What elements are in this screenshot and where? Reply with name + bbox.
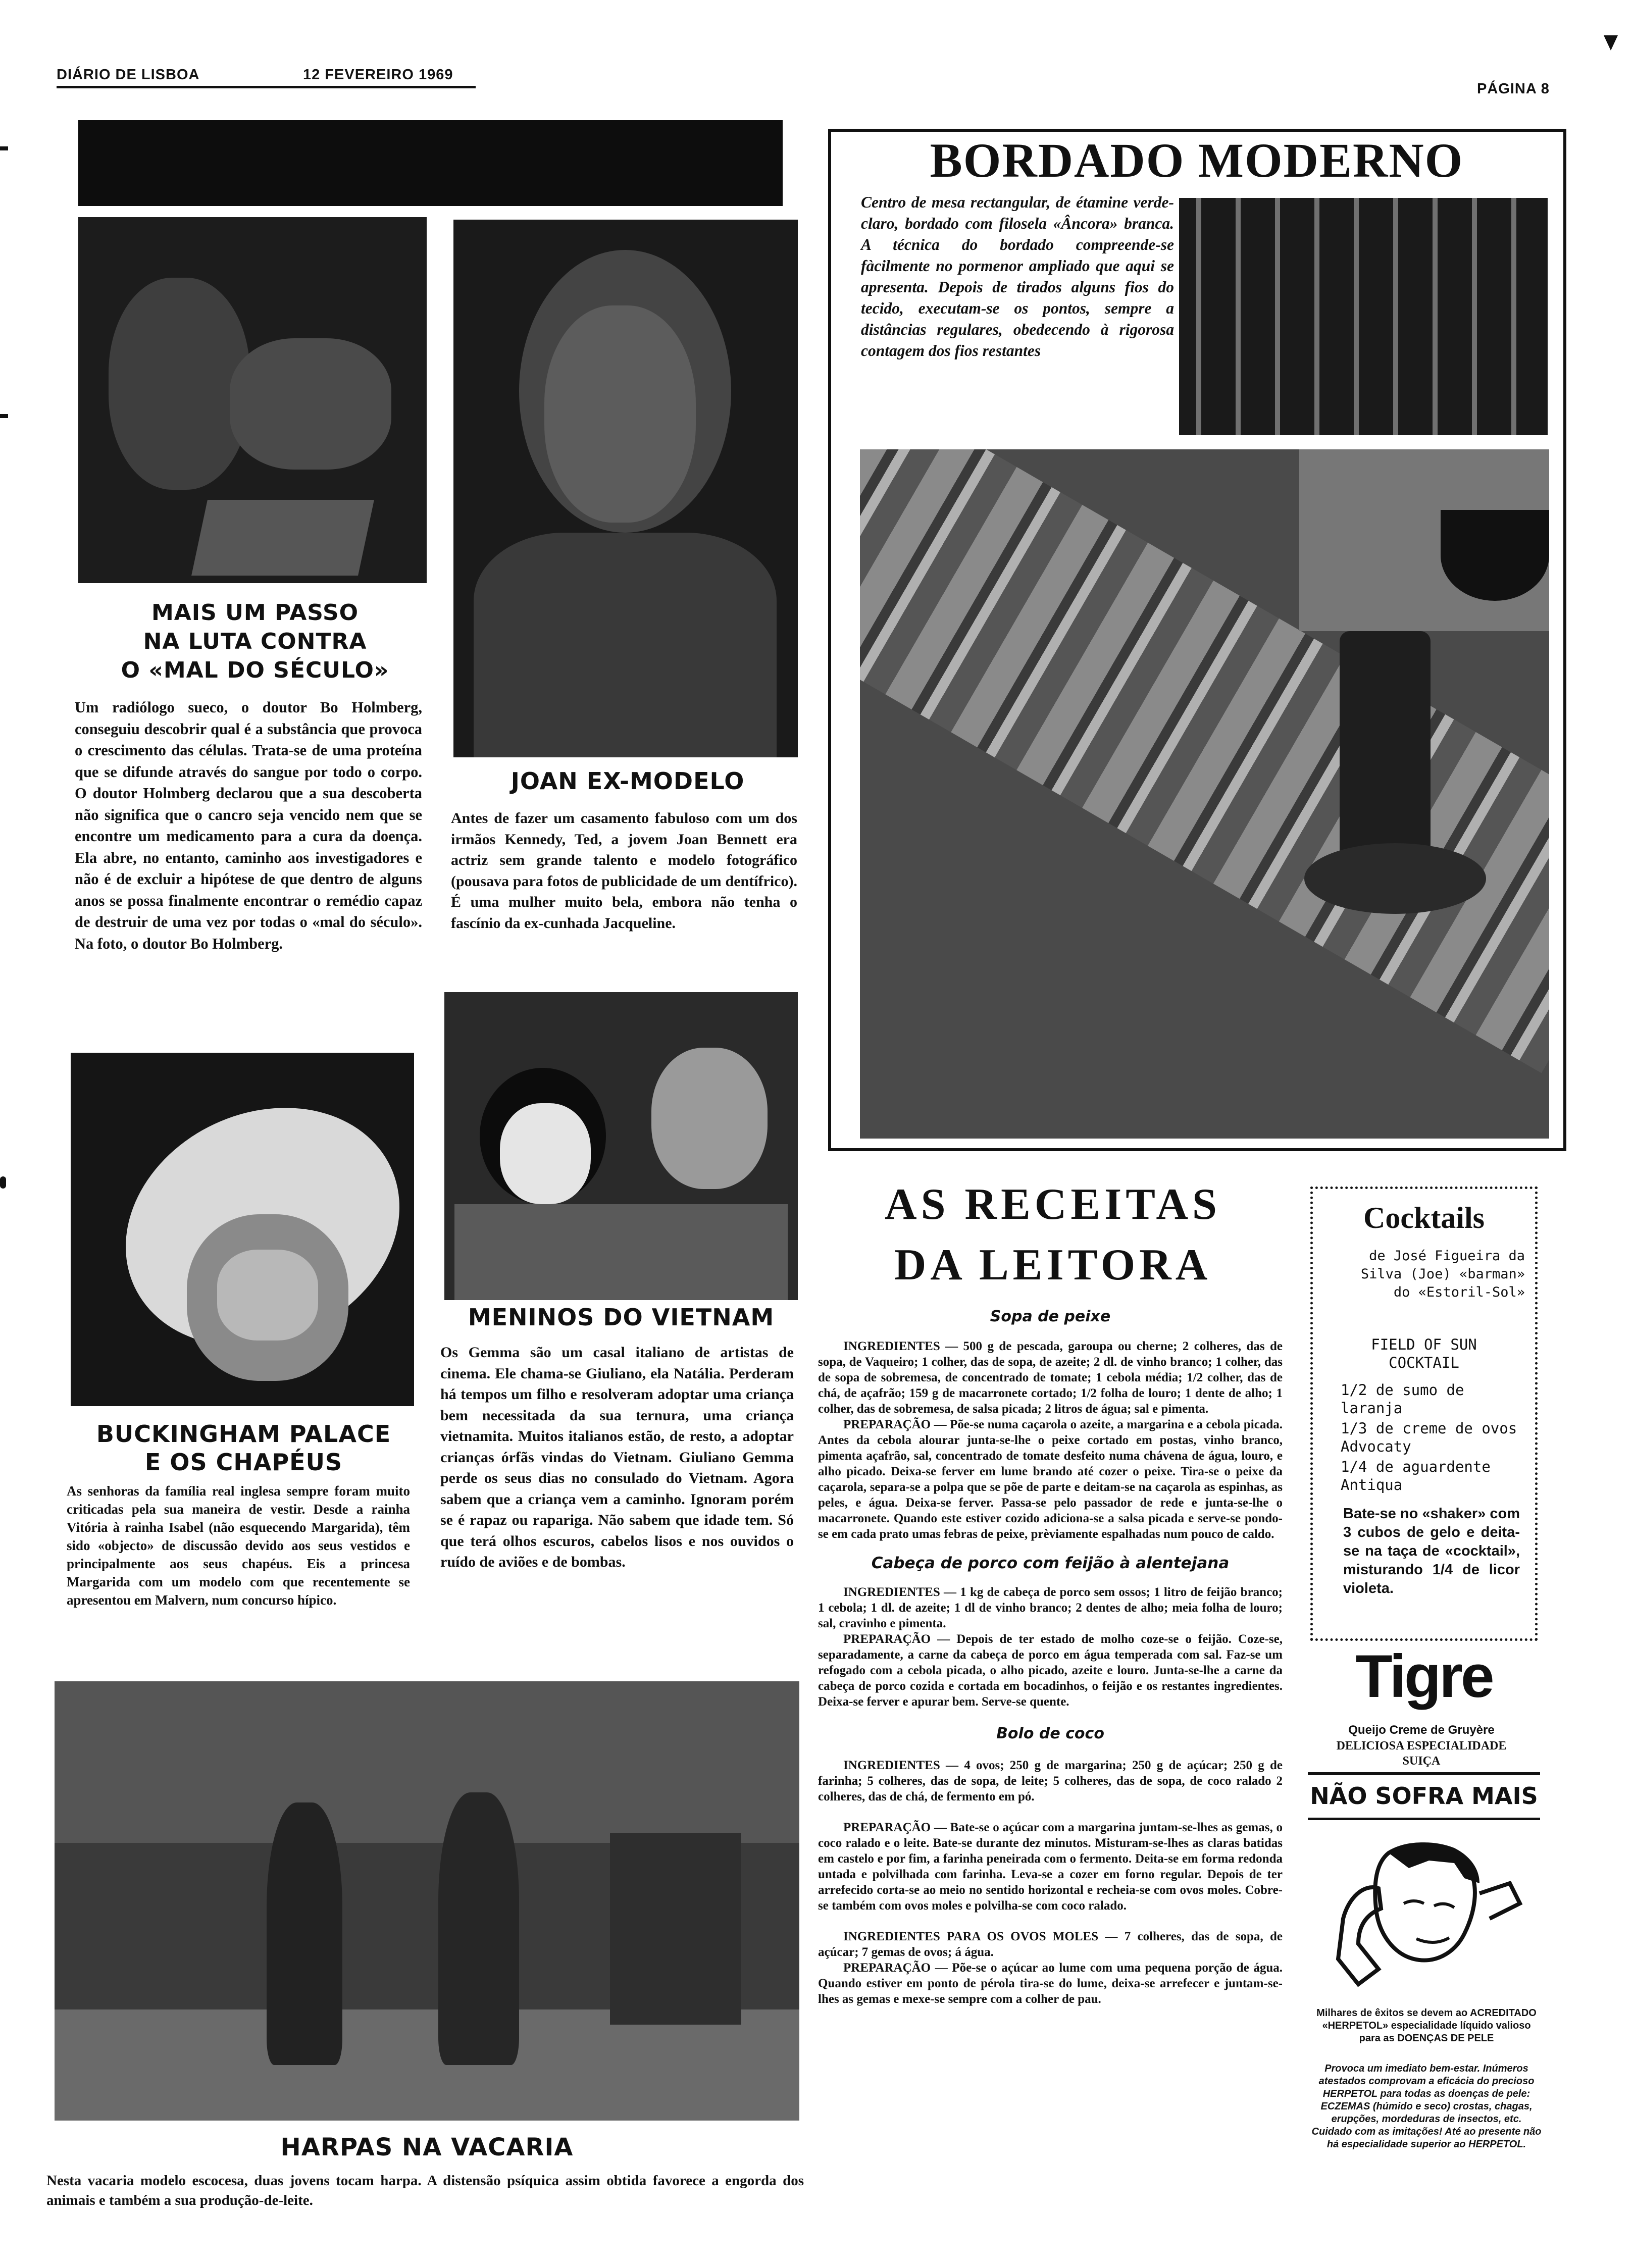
recipe-cabeca-title: Cabeça de porco com feijão à alentejana bbox=[871, 1554, 1230, 1572]
issue-date: 12 FEVEREIRO 1969 bbox=[303, 67, 453, 83]
herpetol-text-2: Provoca um imediato bem-estar. Inúmeros atestados comprovam a eficácia do precioso HERPETOL para todas as doenças de pele: ECZEMAS (húmido e seco) crostas, chagas, erupções, mordeduras de insectos, etc. Cuidado com as imitações! Até ao presente não há especialidade superior ao HERPETOL. bbox=[1311, 2063, 1542, 2150]
recipe-sopa-ingredients: INGREDIENTES — 500 g de pescada, garoupa ou cherne; 2 colheres, das de sopa, de Vaqueiro; 1 colher, das de sopa, de azeite; 2 dl. de vinho branco; 1 colher, das de sopa de sobremesa, de concentrado de tomate; 1 cebola média; 1/2 colher, das de chá, de açafrão; 159 g de macarronete cortado; 1/2 folha de louro; 1 dente de alho; 1 colher, das de sobremesa, de salsa picada; 2 litros de água; sal e pimenta. bbox=[818, 1339, 1283, 1416]
article-harpas: Nesta vacaria modelo escocesa, duas jovens tocam harpa. A distensão psíquica assim obtida favorece a engorda dos animais e também a sua produção-de-leite. bbox=[46, 2173, 804, 2208]
cocktail-item: 1/2 de sumo de laranja bbox=[1341, 1381, 1464, 1417]
headline-vietnam: MENINOS DO VIETNAM bbox=[468, 1304, 775, 1331]
cocktails-title: Cocktails bbox=[1363, 1201, 1485, 1234]
cocktail-name: FIELD OF SUN COCKTAIL bbox=[1371, 1336, 1477, 1371]
tigre-logo: Tigre bbox=[1355, 1642, 1493, 1710]
photo-harps-dairy bbox=[55, 1681, 799, 2121]
ad-separator bbox=[1308, 1772, 1540, 1775]
scratching-man-illustration bbox=[1328, 1838, 1530, 1989]
cocktail-item: 1/3 de creme de ovos Advocaty bbox=[1341, 1420, 1517, 1455]
recipe-column bbox=[818, 1308, 1283, 2007]
edge-mark bbox=[1604, 35, 1618, 50]
edge-mark bbox=[0, 1176, 6, 1189]
recipe-ovos-ingredients: INGREDIENTES PARA OS OVOS MOLES — 7 colheres, das de sopa, de açúcar; 7 gemas de ovos; á água. bbox=[818, 1930, 1283, 1959]
recipe-sopa-title: Sopa de peixe bbox=[990, 1308, 1111, 1325]
newspaper-name: DIÁRIO DE LISBOA bbox=[57, 67, 200, 83]
photo-bo-holmberg bbox=[78, 217, 427, 583]
edge-mark bbox=[0, 146, 8, 150]
article-joan: Antes de fazer um casamento fabuloso com um dos irmãos Kennedy, Ted, a jovem Joan Bennett era actriz sem grande talento e modelo fotográfico (pousava para fotos de publicidade de um dentífrico). É uma mulher muito bela, embora não tenha o fascínio da ex-cunhada Jacqueline. bbox=[451, 810, 797, 932]
photo-embroidery-detail bbox=[1179, 198, 1548, 435]
headline-harpas: HARPAS NA VACARIA bbox=[280, 2133, 574, 2161]
recipe-bolo-preparation: PREPARAÇÃO — Bate-se o açúcar com a margarina juntam-se-lhes as gemas, o coco ralado e o leite. Bate-se durante dez minutos. Misturam-se-lhes as claras batidas em castelo e por fim, a farinha peneirada com o fermento. Deita-se em forma redonda untada e polvilhada com farinha. Leva-se a cozer em forno regular. Depois de ter arrefecido corta-se ao meio no sentido horizontal e recheia-se com ovos moles. Cobre-se também com ovos moles e polvilha-se com coco ralado. bbox=[818, 1821, 1283, 1913]
tigre-line-1: Queijo Creme de Gruyère bbox=[1348, 1723, 1495, 1737]
recipe-cabeca-ingredients: INGREDIENTES — 1 kg de cabeça de porco sem ossos; 1 litro de feijão branco; 1 cebola; 1 dl. de azeite; 1 dl de vinho branco; 2 dentes de alho; meia folha de louro; sal, cravinho e pimenta. bbox=[818, 1585, 1283, 1630]
headline-joan: JOAN EX-MODELO bbox=[511, 767, 745, 795]
recipe-cabeca-preparation: PREPARAÇÃO — Depois de ter estado de molho coze-se o feijão. Coze-se, separadamente, a carne da cabeça de porco em água temperada com sal. Faz-se um refogado com a cebola picada, o alho picado, azeite e louro. Junta-se-lhe a carne da cabeça de porco cozida e cortada em bocadinhos, o feijão e os restantes ingredientes. Deixa-se ferver e apurar bem. Serve-se quente. bbox=[818, 1632, 1283, 1709]
herpetol-title: NÃO SOFRA MAIS bbox=[1310, 1782, 1538, 1810]
recipe-ovos-preparation: PREPARAÇÃO — Põe-se o açúcar ao lume com uma pequena porção de água. Quando estiver em ponto de pérola tira-se do lume, deixa-se arrefecer e juntam-se-lhes as gemas e mexe-se sempre com a colher de pau. bbox=[818, 1961, 1283, 2006]
bordado-text: Centro de mesa rectangular, de étamine verde-claro, bordado com filosela «Âncora» branca. A técnica do bordado compreende-se fàcilmente no pormenor ampliado que aqui se apresenta. Depois de tirados alguns fios do tecido, executam-se os pontos, sempre a distâncias regulares, obedecendo à rigorosa contagem dos fios restantes bbox=[861, 193, 1174, 359]
photo-embroidery-table bbox=[860, 449, 1549, 1139]
article-mal-do-seculo: Um radiólogo sueco, o doutor Bo Holmberg, conseguiu descobrir qual é a substância que provoca o crescimento das células. Trata-se de uma proteína que se difunde através do sangue por todo o corpo. O doutor Holmberg declarou que a sua descoberta não significa que o cancro seja vencido nem que se encontre um medicamento para a cura da doença. Ela abre, no entanto, caminho aos investigadores e não é de excluir a hipótese de que dentro de alguns anos se possa finalmente encontrar o remédio capaz de destruir de uma vez por todas o «mal do século». Na foto, o doutor Bo Holmberg. bbox=[75, 699, 422, 952]
photo-princess-margaret bbox=[71, 1053, 414, 1406]
recipe-sopa-preparation: PREPARAÇÃO — Põe-se numa caçarola o azeite, a margarina e a cebola picada. Antes da cebola alourar junta-se-lhe o peixe cortado em postas, vinho branco, pimenta açafrão, sal, concentrado de tomate desfeito numa chávena de água, louro, e alho picado. Deixa-se ferver em lume brando até cozer o peixe. Tira-se o peixe da caçarola, separa-se a polpa que se põe de parte e deitam-se na caçarola as espinhas, as peles, e água. Deixa-se ferver. Passa-se pelo passador de rede e junta-se-lhe o macarronete. Quando este estiver cozido adiciona-se a salsa picada e serve-se pondo-se em cada prato umas febras de peixe, prèviamente espalhadas num pouco de caldo. bbox=[818, 1418, 1283, 1541]
tigre-line-2: DELICIOSA ESPECIALIDADE bbox=[1336, 1739, 1507, 1752]
page-number: PÁGINA 8 bbox=[1477, 81, 1550, 97]
recipe-bolo-ingredients: INGREDIENTES — 4 ovos; 250 g de margarina; 250 g de açúcar; 250 g de farinha; 5 colheres, das de sopa, de leite; 5 colheres, das de sopa, de coco ralado 2 colheres, das de chá, de fermento em pó. bbox=[818, 1759, 1283, 1803]
cocktail-method: Bate-se no «shaker» com 3 cubos de gelo e deita-se na taça de «cocktail», misturando 1/4 de licor violeta. bbox=[1343, 1506, 1520, 1596]
receitas-headline-1: AS RECEITAS bbox=[885, 1180, 1221, 1229]
receitas-headline-2: DA LEITORA bbox=[894, 1241, 1212, 1290]
recipe-bolo-title: Bolo de coco bbox=[996, 1725, 1104, 1742]
photo-gemma-couple bbox=[444, 992, 798, 1300]
cocktail-item: 1/4 de aguardente Antiqua bbox=[1341, 1458, 1491, 1493]
herpetol-text-1: Milhares de êxitos se devem ao ACREDITADO «HERPETOL» especialidade líquido valioso para as DOENÇAS DE PELE bbox=[1316, 2007, 1537, 2044]
bordado-headline: BORDADO MODERNO bbox=[930, 133, 1464, 187]
photo-joan-bennett bbox=[453, 220, 798, 757]
cocktail-ingredients bbox=[1341, 1381, 1522, 1494]
article-vietnam: Os Gemma são um casal italiano de artistas de cinema. Ele chama-se Giuliano, ela Natália. Perderam há tempos um filho e resolveram adoptar uma criança bem necessitada da sua ternura, uma criança vietnamita. Muitos italianos estão, de resto, a adoptar crianças órfãs vindas do Vietnam. Giuliano Gemma perde os seus dias no consulado do Vietnam. Agora sabem que a criança vem a caminho. Ignoram porém se é rapaz ou rapariga. Não sabem que idade tem. Só que terá olhos escuros, cabelos lisos e nos ouvidos o ruído de aviões e de bombas. bbox=[440, 1344, 794, 1570]
header-rule bbox=[57, 86, 476, 88]
article-buckingham: As senhoras da família real inglesa sempre foram muito criticadas pela sua maneira de vestir. Desde a rainha Vitória à rainha Isabel (não esquecendo Margarida), têm sido «objecto» de discussão devido aos seus vestidos e principalmente aos seus chapéus. Eis a princesa Margarida com um modelo com que recentemente se apresentou em Malvern, num concurso hípico. bbox=[67, 1483, 410, 1608]
edge-mark bbox=[0, 414, 8, 418]
headline-buckingham: BUCKINGHAM PALACE E OS CHAPÉUS bbox=[96, 1420, 391, 1476]
herpetol-title-rule bbox=[1308, 1818, 1540, 1820]
cocktails-author: de José Figueira da Silva (Joe) «barman» do «Estoril-Sol» bbox=[1360, 1248, 1525, 1300]
headline-mal-do-seculo: MAIS UM PASSO NA LUTA CONTRA O «MAL DO SÉCULO» bbox=[121, 600, 389, 683]
top-banner bbox=[78, 120, 783, 206]
tigre-line-3: SUIÇA bbox=[1402, 1755, 1441, 1768]
